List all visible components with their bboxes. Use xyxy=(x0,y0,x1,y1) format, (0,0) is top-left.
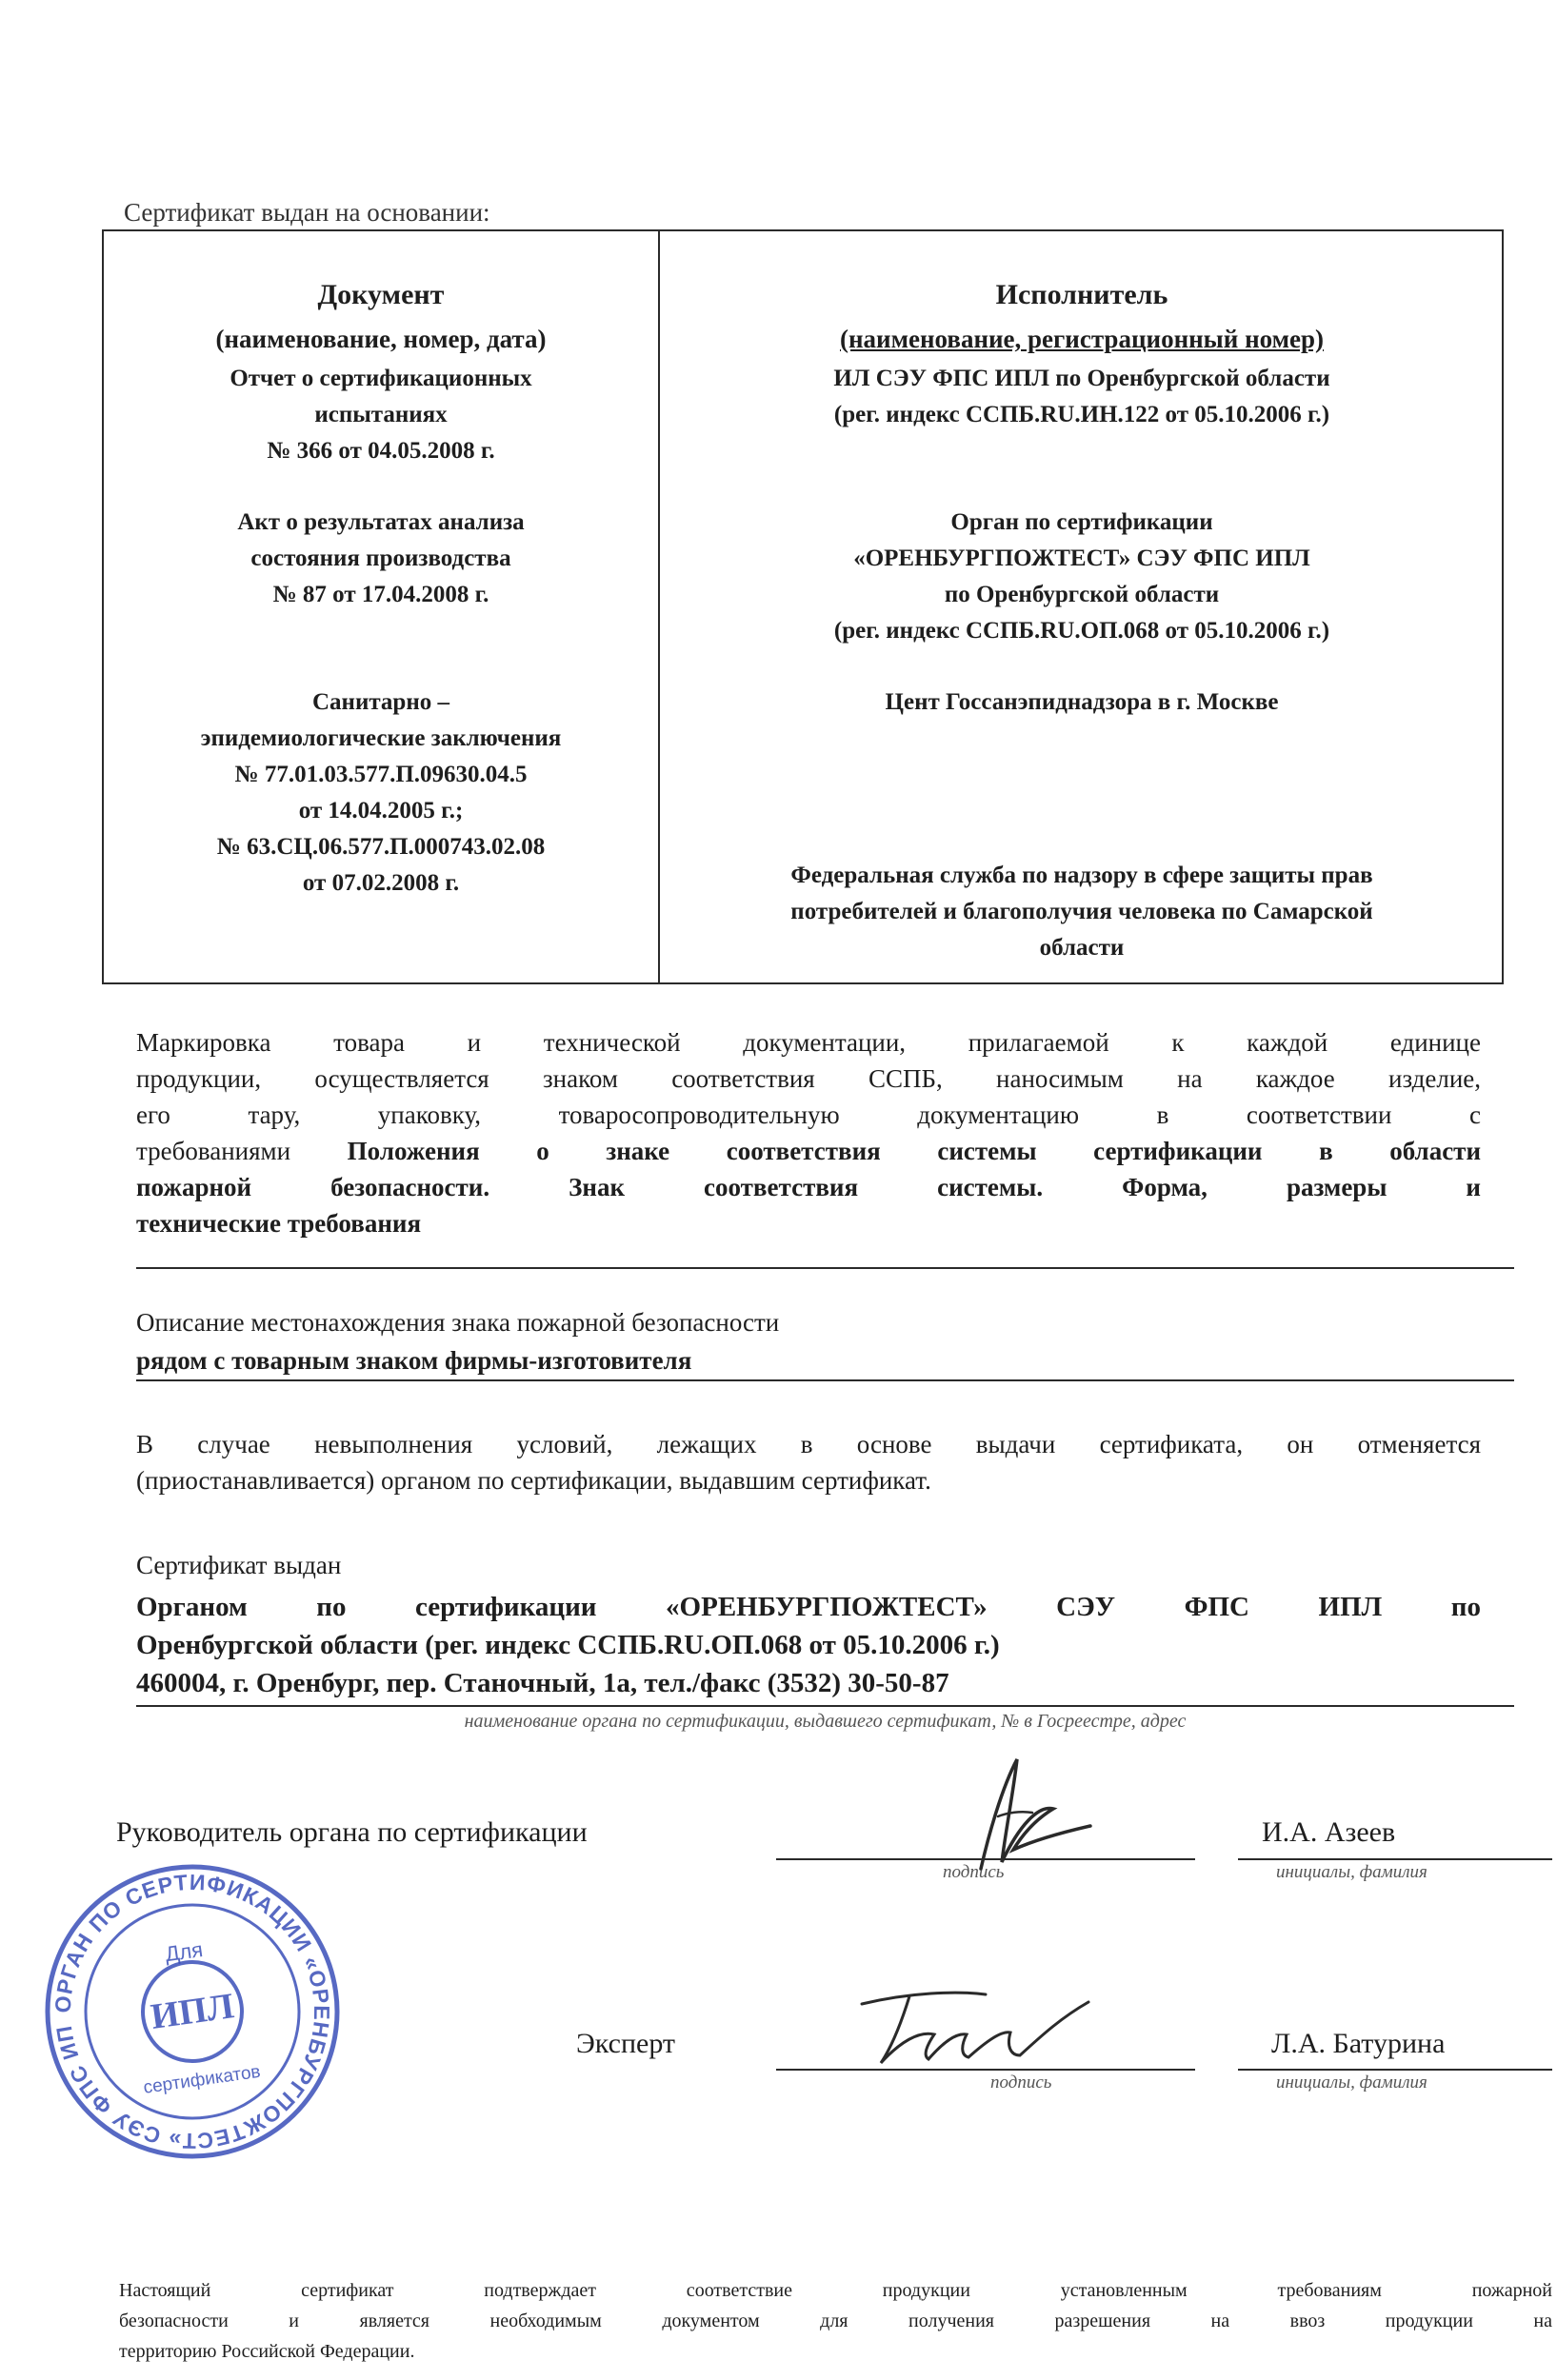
executor-entry-lab: ИЛ СЭУ ФПС ИПЛ по Оренбургской области (рег. индекс ССПБ.RU.ИН.122 от 05.10.2006 г.) xyxy=(833,366,1330,427)
executor-column xyxy=(660,231,1504,982)
location-rule xyxy=(136,1379,1514,1381)
svg-text:ОРГАН ПО СЕРТИФИКАЦИИ «ОРЕНБУР: ОРГАН ПО СЕРТИФИКАЦИИ «ОРЕНБУРГПОЖТЕСТ» СЭУ ФПС ИПЛ xyxy=(50,1869,335,2154)
location-value: рядом с товарным знаком фирмы-изготовителя xyxy=(136,1346,692,1375)
executor-entry-samara: Федеральная служба по надзору в сфере защиты прав потребителей и благополучия человека по Самарской области xyxy=(790,863,1373,961)
document-entry-sanitary: Санитарно – эпидемиологические заключения № 77.01.03.577.П.09630.04.5 от 14.04.2005 г.; № 63.СЦ.06.577.П.000743.02.08 от 07.02.2008 г. xyxy=(200,689,562,896)
issued-rule xyxy=(136,1705,1514,1707)
head-signature-caption: подпись xyxy=(943,1862,1005,1882)
footer-paragraph: Настоящий сертификат подтверждает соответствие продукции установленным требованиям пожарной безопасности и является необходимым документом для получения разрешения на ввоз продукции на территорию Российской Федерации. xyxy=(119,2280,1552,2362)
issued-caption: наименование органа по сертификации, выдавшего сертификат, № в Госреестре, адрес xyxy=(464,1711,1187,1732)
head-label: Руководитель органа по сертификации xyxy=(116,1816,588,1848)
document-subheader: (наименование, номер, дата) xyxy=(215,325,547,353)
head-name-caption: инициалы, фамилия xyxy=(1276,1862,1427,1882)
executor-entry-certbody: Орган по сертификации «ОРЕНБУРГПОЖТЕСТ» СЭУ ФПС ИПЛ по Оренбургской области (рег. индекс ССПБ.RU.ОП.068 от 05.10.2006 г.) xyxy=(833,509,1330,644)
head-name: И.А. Азеев xyxy=(1262,1816,1396,1848)
expert-name-caption: инициалы, фамилия xyxy=(1276,2073,1427,2092)
location-label: Описание местонахождения знака пожарной безопасности xyxy=(136,1308,780,1337)
executor-subheader: (наименование, регистрационный номер) xyxy=(840,325,1324,353)
basis-table xyxy=(102,229,1504,984)
expert-name-line xyxy=(1238,2069,1552,2071)
document-entry-act: Акт о результатах анализа состояния производства № 87 от 17.04.2008 г. xyxy=(237,509,525,607)
executor-entry-moscow: Цент Госсанэпиднадзора в г. Москве xyxy=(885,689,1279,715)
head-signature xyxy=(914,1750,1105,1878)
document-entry-report: Отчет о сертификационных испытаниях № 366 от 04.05.2008 г. xyxy=(230,366,532,464)
svg-text:сертификатов: сертификатов xyxy=(142,2061,262,2098)
expert-name: Л.А. Батурина xyxy=(1271,2028,1446,2059)
official-stamp xyxy=(40,1859,345,2164)
expert-signature xyxy=(843,1975,1119,2075)
cancel-paragraph: В случае невыполнения условий, лежащих в основе выдачи сертификата, он отменяется (приостанавливается) органом по сертификации, выдавшим сертификат. xyxy=(136,1430,1481,1495)
issued-body: Органом по сертификации «ОРЕНБУРГПОЖТЕСТ» СЭУ ФПС ИПЛ по Оренбургской области (рег. индекс ССПБ.RU.ОП.068 от 05.10.2006 г.) 460004, г. Оренбург, пер. Станочный, 1а, тел./факс (3532) 30-50-87 xyxy=(136,1592,1481,1698)
executor-header: Исполнитель xyxy=(995,279,1168,310)
document-header: Документ xyxy=(317,279,445,310)
issued-label: Сертификат выдан xyxy=(136,1551,342,1579)
head-name-line xyxy=(1238,1858,1552,1860)
document-column xyxy=(104,231,658,982)
svg-text:Для: Для xyxy=(163,1936,205,1967)
expert-label: Эксперт xyxy=(576,2028,676,2059)
marking-rule xyxy=(136,1267,1514,1269)
svg-text:ИПЛ: ИПЛ xyxy=(148,1986,237,2037)
intro-text: Сертификат выдан на основании: xyxy=(124,198,490,227)
expert-signature-caption: подпись xyxy=(990,2073,1052,2092)
marking-paragraph: Маркировка товара и технической документации, прилагаемой к каждой единице продукции, осуществляется знаком соответствия ССПБ, наносимым на каждое изделие, его тару, упаковку, товаросопроводительную документацию в соответствии с требованиями Положения о знаке соответствия системы сертификации в области пожарной безопасности. Знак соответствия системы. Форма, размеры и технические требования xyxy=(136,1028,1482,1238)
